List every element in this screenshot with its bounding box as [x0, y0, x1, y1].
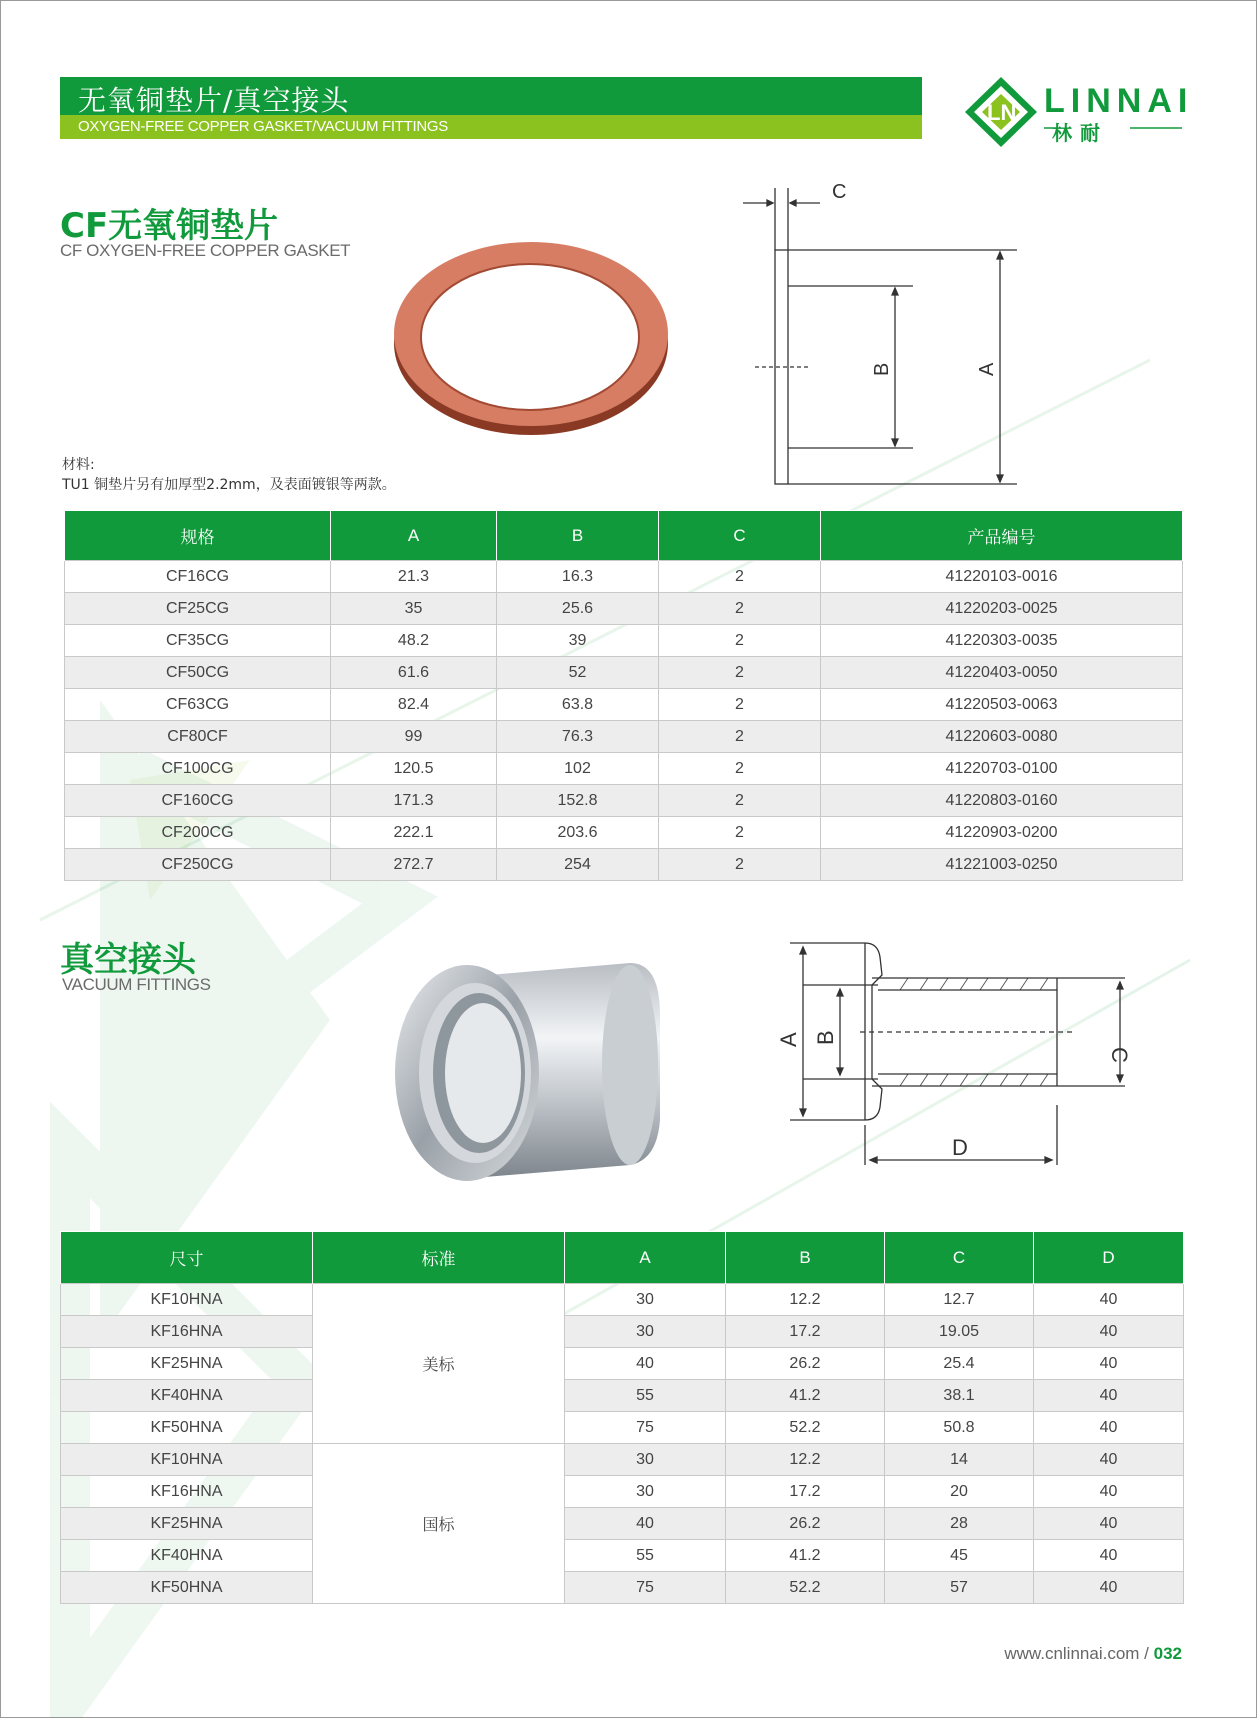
table-cell: 40 [1034, 1572, 1184, 1604]
table-cell: 40 [1034, 1380, 1184, 1412]
table-cell: 12.2 [726, 1284, 885, 1316]
table-cell: 75 [565, 1412, 726, 1444]
table-cell: 203.6 [497, 817, 659, 849]
table-cell: 41220103-0016 [821, 561, 1183, 593]
table-cell: 19.05 [885, 1316, 1034, 1348]
table-row [61, 1412, 1184, 1444]
table-cell: CF80CF [65, 721, 331, 753]
table-cell: 152.8 [497, 785, 659, 817]
table-cell: 61.6 [331, 657, 497, 689]
table-cell: 63.8 [497, 689, 659, 721]
table-cell: 14 [885, 1444, 1034, 1476]
dim-label-a: A [976, 362, 998, 376]
table-cell: CF100CG [65, 753, 331, 785]
table-cell: CF50CG [65, 657, 331, 689]
table-cell: 52.2 [726, 1412, 885, 1444]
table-cell: KF16HNA [61, 1476, 313, 1508]
table-cell: 38.1 [885, 1380, 1034, 1412]
page-footer [1004, 1644, 1182, 1664]
table-cell: 76.3 [497, 721, 659, 753]
col-header: B [726, 1232, 885, 1284]
table-cell: 21.3 [331, 561, 497, 593]
table-cell: 41221003-0250 [821, 849, 1183, 881]
table-row [65, 593, 1183, 625]
section1-title-en: CF OXYGEN-FREE COPPER GASKET [60, 241, 351, 260]
table-cell: 2 [659, 785, 821, 817]
table-cell: 28 [885, 1508, 1034, 1540]
table-row [65, 849, 1183, 881]
table-cell: CF250CG [65, 849, 331, 881]
table-row [65, 721, 1183, 753]
table-cell: 55 [565, 1380, 726, 1412]
table-cell: 17.2 [726, 1476, 885, 1508]
table-cell: 16.3 [497, 561, 659, 593]
copper-gasket-image [390, 240, 680, 440]
dim-label-b: B [813, 1030, 838, 1045]
col-header: B [497, 511, 659, 561]
header-title-cn: 无氧铜垫片/真空接头 [78, 84, 350, 117]
table-row [65, 657, 1183, 689]
table-cell: 52.2 [726, 1572, 885, 1604]
table-cell: 41220703-0100 [821, 753, 1183, 785]
table-cell: 52 [497, 657, 659, 689]
col-header: C [659, 511, 821, 561]
dim-label-a: A [776, 1032, 801, 1047]
table-row [61, 1508, 1184, 1540]
logo-mark: LN [987, 100, 1017, 125]
table-row [65, 785, 1183, 817]
table-cell: 12.7 [885, 1284, 1034, 1316]
table-cell: KF25HNA [61, 1348, 313, 1380]
dim-label-c: C [832, 181, 847, 203]
table-cell: 120.5 [331, 753, 497, 785]
table-cell: 2 [659, 625, 821, 657]
footer-website: www.cnlinnai.com / [1004, 1644, 1149, 1663]
dim-label-b: B [871, 362, 893, 376]
table-cell: 40 [1034, 1412, 1184, 1444]
fitting-spec-table [60, 1231, 1184, 1604]
table-cell: 2 [659, 593, 821, 625]
table-cell: 41220503-0063 [821, 689, 1183, 721]
col-header: C [885, 1232, 1034, 1284]
table-cell: 41220203-0025 [821, 593, 1183, 625]
col-header: A [565, 1232, 726, 1284]
col-header: 尺寸 [61, 1232, 313, 1284]
section1-title-cn: CF无氧铜垫片 [60, 206, 279, 246]
table-cell: 2 [659, 657, 821, 689]
material-label: 材料: [62, 457, 95, 473]
table-row [65, 561, 1183, 593]
table-row [65, 817, 1183, 849]
table-cell: 30 [565, 1476, 726, 1508]
table-cell: 26.2 [726, 1348, 885, 1380]
table-cell: 35 [331, 593, 497, 625]
table-row [61, 1572, 1184, 1604]
standard-cell: 美标 [313, 1284, 565, 1444]
table-cell: 12.2 [726, 1444, 885, 1476]
logo-text: LINNAI [1044, 82, 1194, 120]
table-header-row [65, 511, 1183, 561]
table-cell: 30 [565, 1316, 726, 1348]
table-cell: 25.6 [497, 593, 659, 625]
table-cell: 41.2 [726, 1540, 885, 1572]
table-cell: 39 [497, 625, 659, 657]
table-cell: KF16HNA [61, 1316, 313, 1348]
table-cell: 2 [659, 689, 821, 721]
table-cell: 57 [885, 1572, 1034, 1604]
material-text: TU1 铜垫片另有加厚型2.2mm，及表面镀银等两款。 [62, 477, 396, 493]
table-cell: 40 [1034, 1348, 1184, 1380]
col-header: 产品编号 [821, 511, 1183, 561]
section2-title-cn: 真空接头 [60, 940, 196, 980]
table-cell: 48.2 [331, 625, 497, 657]
col-header: A [331, 511, 497, 561]
table-cell: 41220303-0035 [821, 625, 1183, 657]
table-cell: 222.1 [331, 817, 497, 849]
table-cell: KF40HNA [61, 1380, 313, 1412]
table-cell: 2 [659, 817, 821, 849]
fitting-dimension-diagram [770, 935, 1140, 1175]
table-cell: KF50HNA [61, 1572, 313, 1604]
table-cell: 40 [1034, 1444, 1184, 1476]
table-row [65, 753, 1183, 785]
table-header-row [61, 1232, 1184, 1284]
table-cell: 40 [1034, 1540, 1184, 1572]
table-cell: 2 [659, 721, 821, 753]
table-cell: 17.2 [726, 1316, 885, 1348]
table-cell: 75 [565, 1572, 726, 1604]
table-cell: 40 [1034, 1316, 1184, 1348]
table-cell: 41220803-0160 [821, 785, 1183, 817]
table-cell: 41220603-0080 [821, 721, 1183, 753]
table-row [61, 1316, 1184, 1348]
table-cell: 20 [885, 1476, 1034, 1508]
table-cell: 41220403-0050 [821, 657, 1183, 689]
table-cell: 30 [565, 1284, 726, 1316]
gasket-spec-table [64, 510, 1183, 881]
page-border-left [0, 0, 1, 1718]
table-cell: CF16CG [65, 561, 331, 593]
table-cell: 40 [1034, 1476, 1184, 1508]
table-row [65, 689, 1183, 721]
table-row [61, 1284, 1184, 1316]
section2-title-en: VACUUM FITTINGS [62, 975, 211, 994]
col-header: D [1034, 1232, 1184, 1284]
table-cell: CF35CG [65, 625, 331, 657]
table-cell: 2 [659, 561, 821, 593]
table-cell: 272.7 [331, 849, 497, 881]
table-cell: 171.3 [331, 785, 497, 817]
col-header: 标准 [313, 1232, 565, 1284]
table-cell: 40 [565, 1508, 726, 1540]
table-cell: 82.4 [331, 689, 497, 721]
table-cell: CF25CG [65, 593, 331, 625]
page-border-top [0, 0, 1257, 1]
table-cell: 41.2 [726, 1380, 885, 1412]
standard-cell: 国标 [313, 1444, 565, 1604]
table-cell: 45 [885, 1540, 1034, 1572]
logo-text-cn: 林耐 [1052, 121, 1108, 145]
table-cell: 41220903-0200 [821, 817, 1183, 849]
table-row [61, 1476, 1184, 1508]
table-cell: 102 [497, 753, 659, 785]
table-cell: 26.2 [726, 1508, 885, 1540]
gasket-dimension-diagram [735, 178, 1035, 498]
table-cell: 40 [565, 1348, 726, 1380]
table-cell: 55 [565, 1540, 726, 1572]
vacuum-fitting-image [395, 955, 665, 1195]
table-cell: 25.4 [885, 1348, 1034, 1380]
table-cell: KF50HNA [61, 1412, 313, 1444]
table-cell: KF10HNA [61, 1444, 313, 1476]
header-title-en: OXYGEN-FREE COPPER GASKET/VACUUM FITTINGS [78, 118, 448, 135]
material-note [62, 455, 396, 495]
table-cell: CF200CG [65, 817, 331, 849]
table-row [61, 1540, 1184, 1572]
table-cell: 2 [659, 753, 821, 785]
col-header: 规格 [65, 511, 331, 561]
dim-label-c: C [1107, 1047, 1132, 1063]
table-row [65, 625, 1183, 657]
table-cell: 40 [1034, 1284, 1184, 1316]
table-cell: CF63CG [65, 689, 331, 721]
table-cell: 99 [331, 721, 497, 753]
table-cell: 40 [1034, 1508, 1184, 1540]
table-cell: CF160CG [65, 785, 331, 817]
table-row [61, 1444, 1184, 1476]
table-row [61, 1348, 1184, 1380]
table-cell: KF40HNA [61, 1540, 313, 1572]
dim-label-d: D [952, 1135, 968, 1160]
table-cell: 30 [565, 1444, 726, 1476]
table-cell: 254 [497, 849, 659, 881]
table-cell: KF25HNA [61, 1508, 313, 1540]
table-cell: 2 [659, 849, 821, 881]
table-row [61, 1380, 1184, 1412]
table-cell: KF10HNA [61, 1284, 313, 1316]
page-number: 032 [1153, 1644, 1182, 1663]
table-cell: 50.8 [885, 1412, 1034, 1444]
